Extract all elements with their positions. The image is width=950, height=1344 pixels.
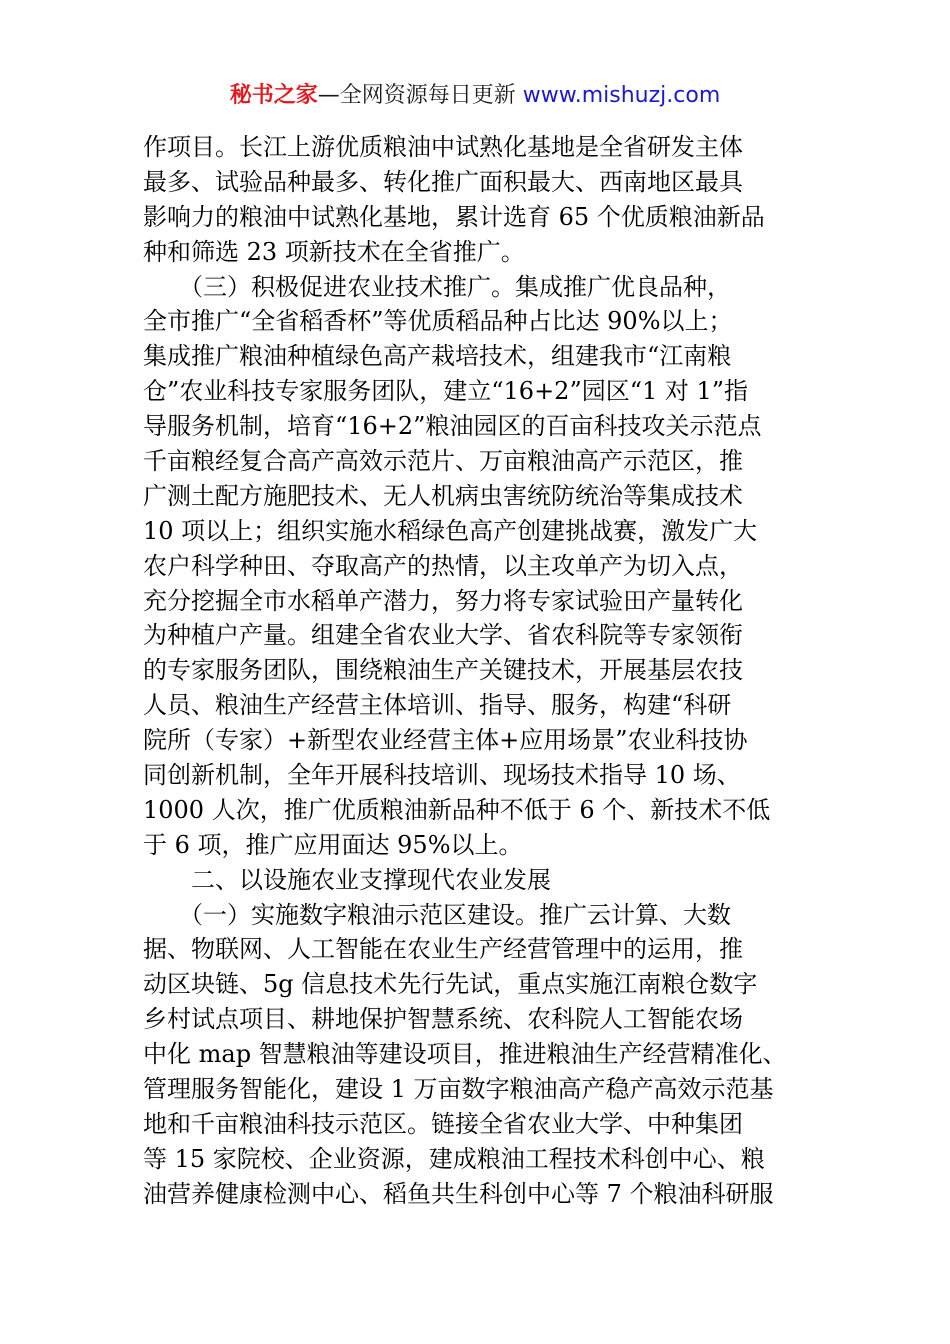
text-line: 全市推广“全省稻香杯”等优质稻品种占比达 90%以上；: [143, 307, 733, 336]
site-header: [0, 80, 950, 112]
document-body: [143, 130, 807, 1212]
text-line: 动区块链、5g 信息技术先行先试，重点实施江南粮仓数字: [143, 970, 758, 999]
text-line: 中化 map 智慧粮油等建设项目，推进粮油生产经营精准化、: [143, 1040, 787, 1069]
text-line: 乡村试点项目、耕地保护智慧系统、农科院人工智能农场: [143, 1005, 743, 1034]
text-line: 广测土配方施肥技术、无人机病虫害统防统治等集成技术: [143, 481, 743, 510]
text-line: 农户科学种田、夺取高产的热情，以主攻单产为切入点，: [143, 551, 743, 580]
site-url-link[interactable]: www.mishuzj.com: [522, 83, 721, 108]
site-brand: 秘书之家: [229, 83, 318, 108]
text-line: 院所（专家）+新型农业经营主体+应用场景”农业科技协: [143, 726, 748, 755]
text-line: 人员、粮油生产经营主体培训、指导、服务，构建“科研: [143, 691, 732, 720]
text-line: 种和筛选 23 项新技术在全省推广。: [143, 237, 525, 266]
text-line: 同创新机制，全年开展科技培训、现场技术指导 10 场、: [143, 761, 741, 790]
text-line: 千亩粮经复合高产高效示范片、万亩粮油高产示范区，推: [143, 447, 743, 476]
text-line: 油营养健康检测中心、稻鱼共生科创中心等 7 个粮油科研服: [143, 1179, 774, 1208]
text-line: 10 项以上；组织实施水稻绿色高产创建挑战赛，激发广大: [143, 516, 758, 545]
text-line: 1000 人次，推广优质粮油新品种不低于 6 个、新技术不低: [143, 795, 771, 824]
text-line: 充分挖掘全市水稻单产潜力，努力将专家试验田产量转化: [143, 586, 743, 615]
text-line: 据、物联网、人工智能在农业生产经营管理中的运用，推: [143, 935, 743, 964]
text-line: 为种植户产量。组建全省农业大学、省农科院等专家领衔: [143, 621, 743, 650]
text-line: 作项目。长江上游优质粮油中试熟化基地是全省研发主体: [143, 133, 743, 161]
text-line: 等 15 家院校、企业资源，建成粮油工程技术科创中心、粮: [143, 1144, 765, 1173]
section-heading: 二、以设施农业支撑现代农业发展: [143, 865, 551, 894]
text-line: 最多、试验品种最多、转化推广面积最大、西南地区最具: [143, 167, 743, 196]
text-line: 导服务机制，培育“16+2”粮油园区的百亩科技攻关示范点: [143, 412, 762, 441]
text-line: 地和千亩粮油科技示范区。链接全省农业大学、中种集团: [143, 1109, 743, 1138]
text-line: 仓”农业科技专家服务团队，建立“16+2”园区“1 对 1”指: [143, 377, 749, 406]
text-line: 集成推广粮油种植绿色高产栽培技术，组建我市“江南粮: [143, 342, 732, 371]
text-line: 管理服务智能化，建设 1 万亩数字粮油高产稳产高效示范基: [143, 1075, 774, 1104]
text-line: （一）实施数字粮油示范区建设。推广云计算、大数: [143, 900, 731, 929]
text-line: 于 6 项，推广应用面达 95%以上。: [143, 830, 523, 859]
text-line: 影响力的粮油中试熟化基地，累计选育 65 个优质粮油新品: [143, 202, 765, 231]
text-line: （三）积极促进农业技术推广。集成推广优良品种，: [143, 272, 731, 301]
site-tagline: —全网资源每日更新: [317, 83, 523, 108]
text-line: 的专家服务团队，围绕粮油生产关键技术，开展基层农技: [143, 656, 743, 685]
